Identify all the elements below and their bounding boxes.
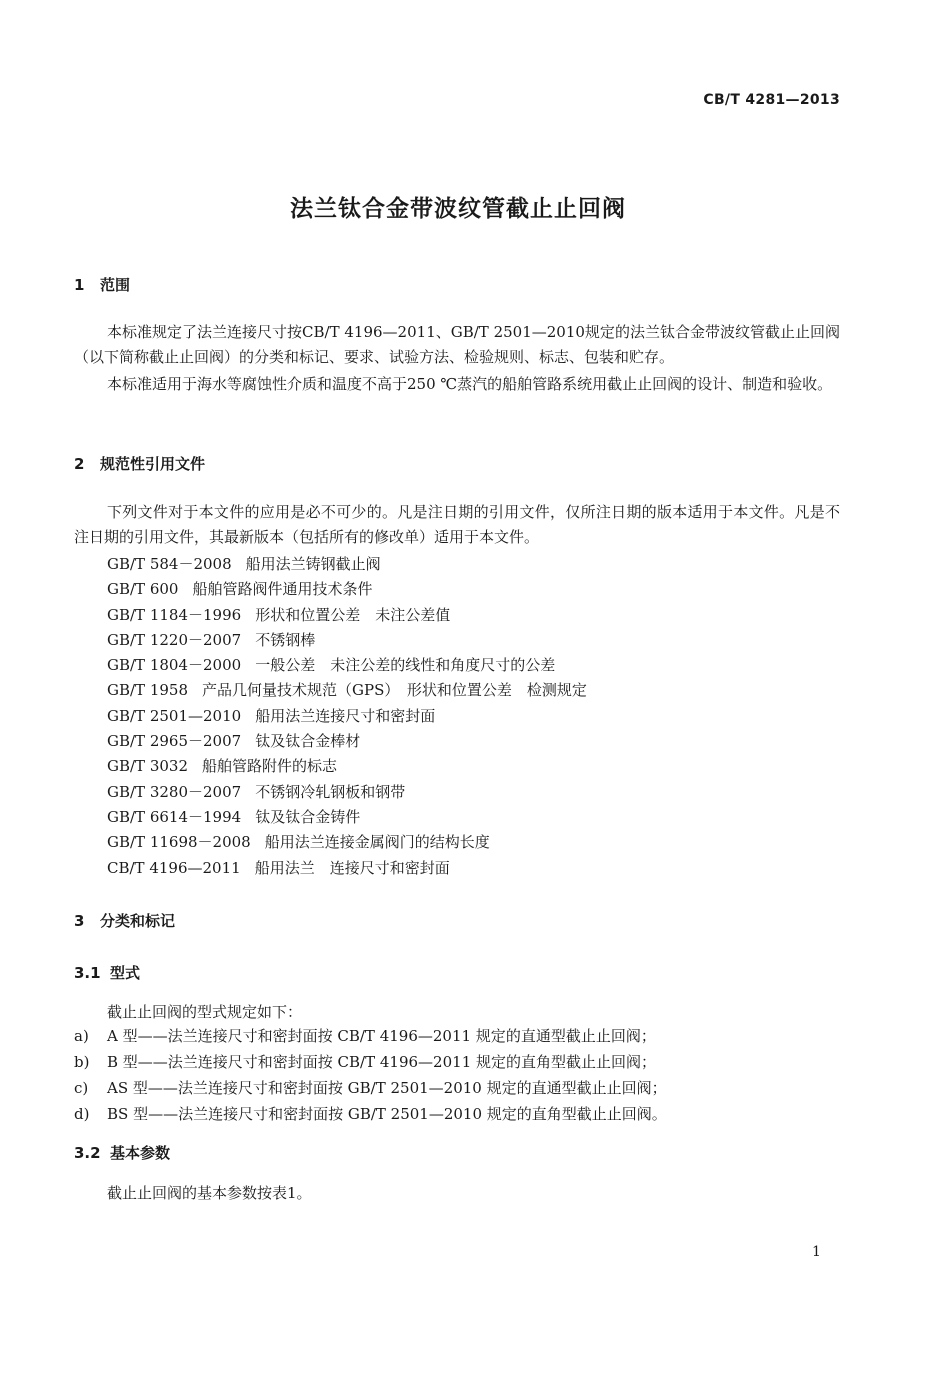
reference-title: 船用法兰连接金属阀门的结构长度 — [264, 833, 490, 852]
reference-title: 钛及钛合金铸件 — [255, 807, 361, 826]
section-1-heading — [74, 274, 130, 295]
section-1-number: 1 — [74, 276, 85, 294]
list-item — [74, 1049, 667, 1075]
section-3-1-intro: 截止止回阀的型式规定如下： — [107, 1003, 303, 1021]
reference-title: 船用法兰铸钢截止阀 — [245, 555, 381, 573]
list-item-mark: a) — [74, 1027, 89, 1045]
reference-code: GB/T 11698－2008 — [107, 833, 251, 852]
page-number: 1 — [812, 1244, 821, 1260]
reference-title: 船用法兰连接尺寸和密封面 — [255, 706, 436, 725]
section-3-2-heading — [74, 1142, 170, 1163]
reference-item — [107, 603, 587, 628]
list-item-mark: c) — [74, 1079, 89, 1097]
reference-code: GB/T 1184－1996 — [107, 605, 242, 624]
list-item-text: B 型——法兰连接尺寸和密封面按 CB/T 4196—2011 规定的直角型截止止回阀； — [107, 1053, 657, 1071]
list-item — [74, 1023, 667, 1049]
reference-code: GB/T 2965－2007 — [107, 732, 242, 751]
list-item-text: BS 型——法兰连接尺寸和密封面按 GB/T 2501—2010 规定的直角型截止止回阀。 — [107, 1105, 667, 1123]
reference-code: GB/T 6614－1994 — [107, 807, 242, 826]
list-item — [74, 1101, 667, 1127]
section-3-2-text: 截止止回阀的基本参数按表1。 — [107, 1184, 312, 1202]
section-2-heading — [74, 453, 205, 474]
reference-item — [107, 856, 587, 881]
section-2-number: 2 — [74, 455, 85, 473]
reference-item — [107, 628, 587, 653]
reference-code: GB/T 1220－2007 — [107, 630, 242, 649]
reference-code: GB/T 3280－2007 — [107, 782, 242, 801]
reference-code: CB/T 4196—2011 — [107, 858, 241, 877]
reference-title: 不锈钢棒 — [255, 630, 316, 649]
section-3-title: 分类和标记 — [100, 912, 176, 930]
section-3-heading — [74, 910, 175, 931]
standard-code: CB/T 4281—2013 — [703, 92, 840, 108]
reference-code: GB/T 584－2008 — [107, 555, 232, 573]
section-3-1-title: 型式 — [110, 964, 141, 982]
reference-title: 不锈钢冷轧钢板和钢带 — [255, 782, 406, 801]
reference-item — [107, 653, 587, 678]
section-1-title: 范围 — [100, 276, 131, 294]
reference-code: GB/T 600 — [107, 580, 179, 599]
section-3-2-title: 基本参数 — [110, 1144, 171, 1162]
list-item-text: A 型——法兰连接尺寸和密封面按 CB/T 4196—2011 规定的直通型截止止回阀； — [107, 1027, 656, 1045]
section-3-number: 3 — [74, 912, 85, 930]
reference-item — [107, 805, 587, 830]
reference-item — [107, 729, 587, 754]
section-3-1-number: 3.1 — [74, 964, 101, 982]
reference-title: 产品几何量技术规范（GPS） 形状和位置公差 检测规定 — [202, 681, 587, 700]
section-3-1-heading — [74, 962, 140, 983]
section-1-paragraph-2: 本标准适用于海水等腐蚀性介质和温度不高于250 ℃蒸汽的船舶管路系统用截止止回阀的设计、制造和验收。 — [107, 375, 833, 393]
reference-item — [107, 577, 587, 602]
reference-code: GB/T 2501—2010 — [107, 706, 242, 725]
reference-item — [107, 754, 587, 779]
reference-item — [107, 678, 587, 703]
reference-code: GB/T 1804－2000 — [107, 656, 242, 675]
list-item-mark: d) — [74, 1105, 90, 1123]
list-item — [74, 1075, 667, 1101]
reference-title: 船舶管路附件的标志 — [202, 757, 338, 776]
type-list — [74, 1023, 667, 1127]
reference-list — [107, 552, 587, 881]
section-1-paragraph-1: 本标准规定了法兰连接尺寸按CB/T 4196—2011、GB/T 2501—2010规定的法兰钛合金带波纹管截止止回阀（以下简称截止止回阀）的分类和标记、要求、试验方法、检验规则、标志、包装和贮存。 — [74, 323, 840, 366]
reference-title: 形状和位置公差 未注公差值 — [255, 605, 451, 624]
reference-title: 船舶管路阀件通用技术条件 — [192, 580, 373, 599]
reference-code: GB/T 3032 — [107, 757, 189, 776]
reference-title: 船用法兰 连接尺寸和密封面 — [254, 858, 450, 877]
reference-code: GB/T 1958 — [107, 681, 189, 700]
reference-item — [107, 780, 587, 805]
section-2-title: 规范性引用文件 — [100, 455, 206, 473]
reference-item — [107, 552, 587, 577]
reference-item — [107, 830, 587, 855]
list-item-mark: b) — [74, 1053, 90, 1071]
reference-title: 一般公差 未注公差的线性和角度尺寸的公差 — [255, 656, 556, 675]
list-item-text: AS 型——法兰连接尺寸和密封面按 GB/T 2501—2010 规定的直通型截止止回阀； — [107, 1079, 667, 1097]
section-3-2-number: 3.2 — [74, 1144, 101, 1162]
reference-item — [107, 704, 587, 729]
section-2-intro: 下列文件对于本文件的应用是必不可少的。凡是注日期的引用文件，仅所注日期的版本适用于本文件。凡是不注日期的引用文件，其最新版本（包括所有的修改单）适用于本文件。 — [74, 503, 840, 546]
reference-title: 钛及钛合金棒材 — [255, 732, 361, 751]
document-title: 法兰钛合金带波纹管截止止回阀 — [290, 196, 626, 222]
